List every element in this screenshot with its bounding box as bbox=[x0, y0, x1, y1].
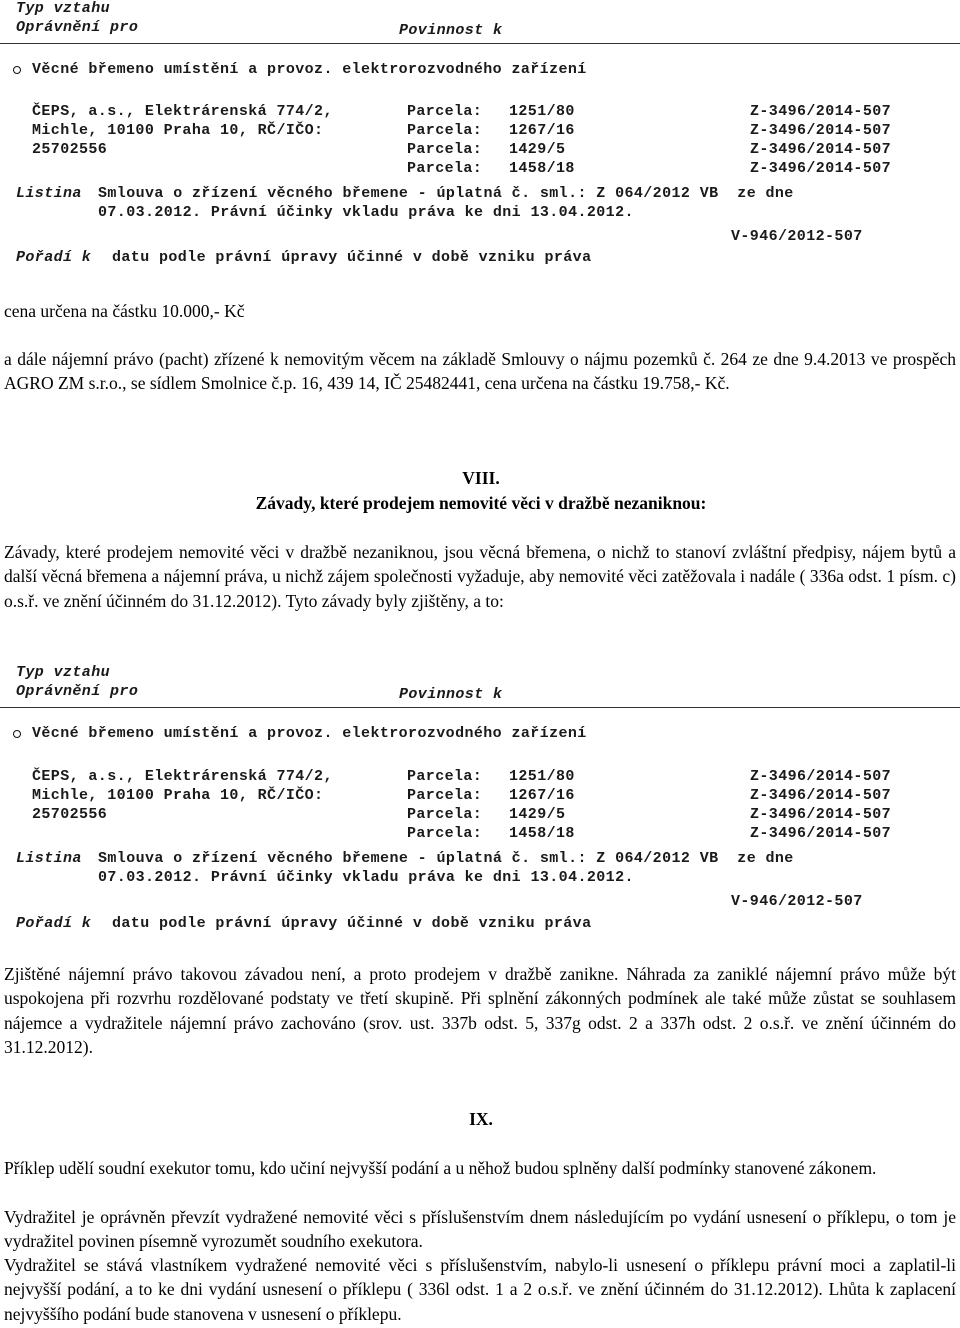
divider bbox=[0, 43, 960, 44]
owner-line: 25702556 bbox=[32, 806, 108, 823]
parcel-number: 1458/18 bbox=[509, 160, 575, 177]
price-line: cena určena na částku 10.000,- Kč bbox=[4, 301, 245, 321]
listina-text: 07.03.2012. Právní účinky vkladu práva ke dni 13.04.2012. bbox=[98, 869, 634, 886]
auction-paragraph: Vydražitel se stává vlastníkem vydražené nemovité věci s příslušenstvím, nabylo-li usnesení o příklepu právní moci a zaplatil-li nejvyšší podání, a to ke dni vydání usnesení o příklepu ( 336l odst. 1 a 2 o.s.ř. ve znění účinném do 31.12.2012). Lhůta k zaplacení nejvyššího podání bude stanovena v usnesení o příklepu. bbox=[4, 1255, 956, 1324]
section-number: VIII. bbox=[462, 468, 500, 488]
section-title: Závady, které prodejem nemovité věci v dražbě nezaniknou: bbox=[255, 493, 707, 513]
parcel-number: 1267/16 bbox=[509, 787, 575, 804]
listina-ref: V-946/2012-507 bbox=[731, 893, 863, 910]
parcel-number: 1458/18 bbox=[509, 825, 575, 842]
owner-line: Michle, 10100 Praha 10, RČ/IČO: bbox=[32, 787, 324, 804]
parcel-label: Parcela: bbox=[407, 768, 483, 785]
encumbrance-paragraph: Závady, které prodejem nemovité věci v dražbě nezaniknou, jsou věcná břemena, o nichž to stanoví zvláštní předpisy, nájem bytů a další věcná břemena a nájemní práva, u nichž zájem společnosti vyžaduje, aby nemovité věci zatěžovala i nadále ( 336a odst. 1 písm. c) o.s.ř. ve znění účinném do 31.12.2012). Tyto závady byly zjištěny, a to: bbox=[4, 542, 956, 611]
parcel-label: Parcela: bbox=[407, 122, 483, 139]
listina-label: Listina bbox=[16, 185, 82, 202]
owner-line: Michle, 10100 Praha 10, RČ/IČO: bbox=[32, 122, 324, 139]
povinnost-label: Povinnost k bbox=[399, 686, 503, 703]
parcel-ref: Z-3496/2014-507 bbox=[750, 768, 892, 785]
parcel-ref: Z-3496/2014-507 bbox=[750, 806, 892, 823]
parcel-number: 1429/5 bbox=[509, 141, 566, 158]
parcel-ref: Z-3496/2014-507 bbox=[750, 160, 892, 177]
type-label: Typ vztahu bbox=[16, 0, 111, 17]
listina-text: 07.03.2012. Právní účinky vkladu práva ke dni 13.04.2012. bbox=[98, 204, 634, 221]
listina-ref: V-946/2012-507 bbox=[731, 228, 863, 245]
oprav-label: Oprávnění pro bbox=[16, 19, 139, 36]
listina-text: Smlouva o zřízení věcného břemene - úplatná č. sml.: Z 064/2012 VB ze dne bbox=[98, 185, 794, 202]
cadastral-extract-2 bbox=[0, 664, 960, 934]
parcel-label: Parcela: bbox=[407, 141, 483, 158]
parcel-number: 1251/80 bbox=[509, 768, 575, 785]
auction-paragraph: Příklep udělí soudní exekutor tomu, kdo učiní nejvyšší podání a u něhož budou splněny další podmínky stanovené zákonem. bbox=[4, 1158, 877, 1178]
listina-label: Listina bbox=[16, 850, 82, 867]
parcel-ref: Z-3496/2014-507 bbox=[750, 122, 892, 139]
owner-line: ČEPS, a.s., Elektrárenská 774/2, bbox=[32, 768, 333, 785]
extract-title: Věcné břemeno umístění a provoz. elektrorozvodného zařízení bbox=[32, 61, 587, 78]
parcel-label: Parcela: bbox=[407, 806, 483, 823]
type-label: Typ vztahu bbox=[16, 664, 111, 681]
parcel-ref: Z-3496/2014-507 bbox=[750, 103, 892, 120]
owner-line: 25702556 bbox=[32, 141, 108, 158]
divider bbox=[0, 707, 960, 708]
poradi-text: datu podle právní úpravy účinné v době vzniku práva bbox=[112, 915, 592, 932]
parcel-ref: Z-3496/2014-507 bbox=[750, 141, 892, 158]
owner-line: ČEPS, a.s., Elektrárenská 774/2, bbox=[32, 103, 333, 120]
bullet-icon bbox=[13, 730, 21, 738]
parcel-number: 1429/5 bbox=[509, 806, 566, 823]
bullet-icon bbox=[13, 66, 21, 74]
cadastral-extract-1 bbox=[0, 0, 960, 270]
parcel-number: 1251/80 bbox=[509, 103, 575, 120]
parcel-ref: Z-3496/2014-507 bbox=[750, 825, 892, 842]
poradi-label: Pořadí k bbox=[16, 915, 92, 932]
parcel-ref: Z-3496/2014-507 bbox=[750, 787, 892, 804]
parcel-number: 1267/16 bbox=[509, 122, 575, 139]
parcel-label: Parcela: bbox=[407, 787, 483, 804]
parcel-label: Parcela: bbox=[407, 160, 483, 177]
lease-paragraph: a dále nájemní právo (pacht) zřízené k nemovitým věcem na základě Smlouvy o nájmu pozemků č. 264 ze dne 9.4.2013 ve prospěch AGRO ZM s.r.o., se sídlem Smolnice č.p. 16, 439 14, IČ 25482441, cena určena na částku 19.758,- Kč. bbox=[4, 349, 956, 394]
povinnost-label: Povinnost k bbox=[399, 22, 503, 39]
lease-status-paragraph: Zjištěné nájemní právo takovou závadou není, a proto prodejem v dražbě zanikne. Náhrada za zaniklé nájemní právo může být uspokojena při rozvrhu rozdělované podstaty ve třetí skupině. Při splnění zákonných podmínek ale také může zůstat se souhlasem nájemce a vydražitele nájemní právo zachováno (srov. ust. 337b odst. 5, 337g odst. 2 a 337h odst. 2 o.s.ř. ve znění účinném do 31.12.2012). bbox=[4, 964, 956, 1057]
auction-paragraph: Vydražitel je oprávněn převzít vydražené nemovité věci s příslušenstvím dnem následujícím po vydání usnesení o příklepu, o tom je vydražitel povinen písemně vyrozumět soudního exekutora. bbox=[4, 1207, 956, 1252]
listina-text: Smlouva o zřízení věcného břemene - úplatná č. sml.: Z 064/2012 VB ze dne bbox=[98, 850, 794, 867]
oprav-label: Oprávnění pro bbox=[16, 683, 139, 700]
parcel-label: Parcela: bbox=[407, 103, 483, 120]
section-number: IX. bbox=[469, 1109, 493, 1129]
poradi-text: datu podle právní úpravy účinné v době vzniku práva bbox=[112, 249, 592, 266]
parcel-label: Parcela: bbox=[407, 825, 483, 842]
poradi-label: Pořadí k bbox=[16, 249, 92, 266]
extract-title: Věcné břemeno umístění a provoz. elektrorozvodného zařízení bbox=[32, 725, 587, 742]
